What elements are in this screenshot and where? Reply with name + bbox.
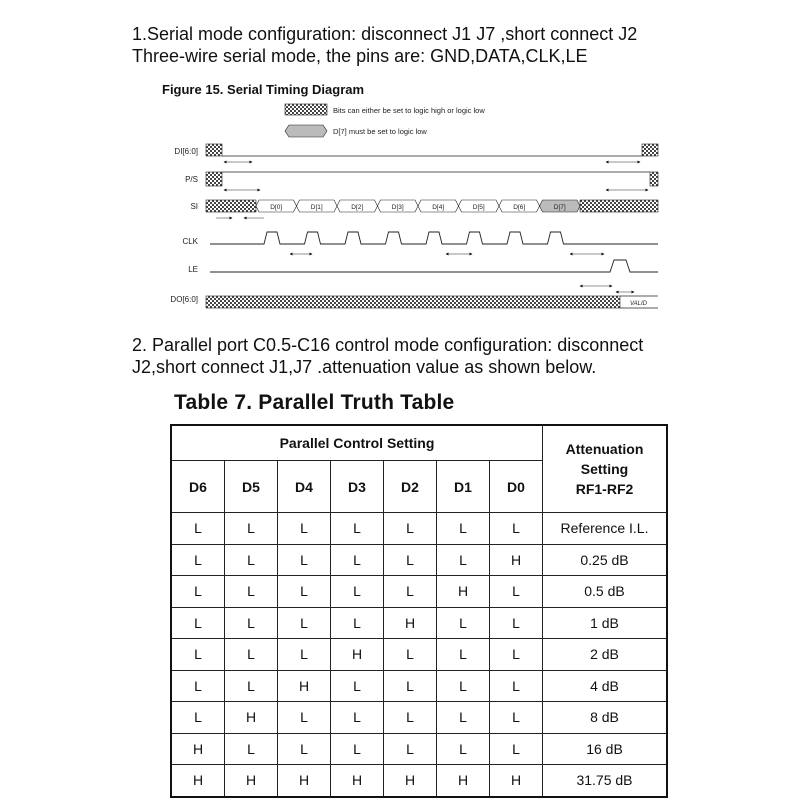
legend-gray-swatch xyxy=(285,125,327,137)
attenuation-cell: 1 dB xyxy=(543,607,668,639)
column-header-d6: D6 xyxy=(171,461,225,513)
bit-cell: L xyxy=(384,639,437,671)
si-bit-0 xyxy=(256,200,297,212)
si-bit-label: D[0] xyxy=(270,204,283,211)
attenuation-cell: 0.5 dB xyxy=(543,576,668,608)
bit-cell: L xyxy=(278,576,331,608)
si-bit-6 xyxy=(499,200,540,212)
bit-cell: L xyxy=(225,607,278,639)
column-header-d2: D2 xyxy=(384,461,437,513)
signal-label-do: DO[6:0] xyxy=(170,295,198,304)
bit-cell: H xyxy=(278,765,331,797)
bit-cell: L xyxy=(384,513,437,545)
attenuation-header xyxy=(543,425,668,513)
bit-cell: H xyxy=(171,765,225,797)
waveform-le xyxy=(210,260,658,292)
parallel-truth-table xyxy=(170,424,668,798)
table-row xyxy=(171,765,667,797)
waveform-di xyxy=(206,144,658,162)
bit-cell: H xyxy=(490,544,543,576)
legend-hatch-text: Bits can either be set to logic high or logic low xyxy=(333,106,485,115)
serial-timing-diagram xyxy=(160,96,662,312)
bit-cell: L xyxy=(225,733,278,765)
bit-cell: L xyxy=(490,607,543,639)
att-header-line-3: RF1-RF2 xyxy=(575,481,634,497)
attenuation-cell: 4 dB xyxy=(543,670,668,702)
figure-title: Figure 15. Serial Timing Diagram xyxy=(162,82,365,97)
si-bit-label: D[3] xyxy=(391,204,404,211)
bit-cell: L xyxy=(225,670,278,702)
legend-hatch-swatch xyxy=(285,104,327,115)
attenuation-cell: 2 dB xyxy=(543,639,668,671)
do-valid-label: VALID xyxy=(630,301,648,307)
bit-cell: L xyxy=(225,513,278,545)
table-title: Table 7. Parallel Truth Table xyxy=(174,391,455,414)
table-row xyxy=(171,670,667,702)
bit-cell: H xyxy=(278,670,331,702)
waveform-si xyxy=(206,200,658,218)
table-row xyxy=(171,544,667,576)
bit-cell: L xyxy=(331,702,384,734)
timing-legend xyxy=(285,104,485,137)
si-bit-label: D[7] xyxy=(553,204,566,211)
bit-cell: H xyxy=(437,576,490,608)
bit-cell: H xyxy=(437,765,490,797)
bit-cell: L xyxy=(437,607,490,639)
column-header-d5: D5 xyxy=(225,461,278,513)
waveform-ps xyxy=(206,172,658,190)
bit-cell: L xyxy=(171,544,225,576)
att-header-line-1: Attenuation xyxy=(565,441,644,457)
bit-cell: H xyxy=(384,765,437,797)
bit-cell: L xyxy=(437,702,490,734)
bit-cell: L xyxy=(278,702,331,734)
si-bit-label: D[1] xyxy=(310,204,323,211)
signal-label-ps: P/S xyxy=(185,175,198,184)
bit-cell: L xyxy=(437,733,490,765)
table-row xyxy=(171,702,667,734)
serial-mode-instructions xyxy=(132,23,637,67)
parallel-mode-instructions xyxy=(132,334,643,378)
column-header-d4: D4 xyxy=(278,461,331,513)
column-header-d1: D1 xyxy=(437,461,490,513)
parallel-mode-line-1: 2. Parallel port C0.5-C16 control mode configuration: disconnect xyxy=(132,335,644,355)
bit-cell: L xyxy=(490,670,543,702)
bit-cell: L xyxy=(331,733,384,765)
table-row xyxy=(171,639,667,671)
attenuation-cell: Reference I.L. xyxy=(543,513,668,545)
si-bit-3 xyxy=(378,200,419,212)
bit-cell: H xyxy=(225,765,278,797)
signal-label-di: DI[6:0] xyxy=(174,147,198,156)
column-header-d0: D0 xyxy=(490,461,543,513)
si-bit-label: D[4] xyxy=(432,204,445,211)
bit-cell: L xyxy=(331,670,384,702)
bit-cell: L xyxy=(384,544,437,576)
si-bit-1 xyxy=(297,200,338,212)
bit-cell: H xyxy=(384,607,437,639)
table-row xyxy=(171,513,667,545)
bit-cell: L xyxy=(384,702,437,734)
attenuation-cell: 31.75 dB xyxy=(543,765,668,797)
signal-label-si: SI xyxy=(190,202,198,211)
bit-cell: H xyxy=(225,702,278,734)
bit-cell: L xyxy=(171,702,225,734)
bit-cell: L xyxy=(331,576,384,608)
bit-cell: H xyxy=(331,765,384,797)
serial-mode-line-2: Three-wire serial mode, the pins are: GND,DATA,CLK,LE xyxy=(132,46,588,66)
column-header-d3: D3 xyxy=(331,461,384,513)
bit-cell: L xyxy=(331,544,384,576)
bit-cell: L xyxy=(490,702,543,734)
si-bit-2 xyxy=(337,200,378,212)
bit-cell: L xyxy=(490,576,543,608)
waveform-clk xyxy=(210,232,658,254)
si-bit-label: D[6] xyxy=(513,204,526,211)
bit-cell: L xyxy=(171,513,225,545)
bit-cell: H xyxy=(490,765,543,797)
parallel-mode-line-2: J2,short connect J1,J7 .attenuation value as shown below. xyxy=(132,357,597,377)
table-row xyxy=(171,607,667,639)
bit-cell: L xyxy=(384,670,437,702)
attenuation-cell: 8 dB xyxy=(543,702,668,734)
bit-cell: L xyxy=(437,639,490,671)
bit-cell: H xyxy=(331,639,384,671)
attenuation-cell: 0.25 dB xyxy=(543,544,668,576)
bit-cell: L xyxy=(437,670,490,702)
table-row xyxy=(171,576,667,608)
bit-cell: L xyxy=(278,513,331,545)
signal-label-clk: CLK xyxy=(182,237,198,246)
table-row xyxy=(171,733,667,765)
bit-cell: L xyxy=(278,607,331,639)
bit-cell: L xyxy=(171,607,225,639)
waveform-do xyxy=(206,296,658,308)
bit-cell: L xyxy=(384,733,437,765)
si-bit-4 xyxy=(418,200,459,212)
bit-cell: L xyxy=(171,576,225,608)
legend-gray-text: D[7] must be set to logic low xyxy=(333,127,427,136)
si-bit-label: D[5] xyxy=(472,204,485,211)
serial-mode-line-1: 1.Serial mode configuration: disconnect J1 J7 ,short connect J2 xyxy=(132,24,638,44)
bit-cell: L xyxy=(490,733,543,765)
bit-cell: L xyxy=(278,733,331,765)
si-bit-7 xyxy=(540,200,581,212)
bit-cell: L xyxy=(278,544,331,576)
bit-cell: L xyxy=(437,544,490,576)
si-bit-cells xyxy=(256,200,580,212)
si-bit-5 xyxy=(459,200,500,212)
bit-cell: L xyxy=(225,639,278,671)
bit-cell: L xyxy=(225,544,278,576)
bit-cell: L xyxy=(225,576,278,608)
att-header-line-2: Setting xyxy=(580,461,629,477)
bit-cell: H xyxy=(171,733,225,765)
bit-cell: L xyxy=(331,607,384,639)
group-header: Parallel Control Setting xyxy=(171,425,543,461)
bit-cell: L xyxy=(278,639,331,671)
bit-cell: L xyxy=(331,513,384,545)
bit-cell: L xyxy=(490,513,543,545)
attenuation-cell: 16 dB xyxy=(543,733,668,765)
si-bit-label: D[2] xyxy=(351,204,364,211)
bit-cell: L xyxy=(171,639,225,671)
bit-cell: L xyxy=(384,576,437,608)
bit-cell: L xyxy=(437,513,490,545)
bit-cell: L xyxy=(171,670,225,702)
signal-label-le: LE xyxy=(188,265,198,274)
bit-cell: L xyxy=(490,639,543,671)
